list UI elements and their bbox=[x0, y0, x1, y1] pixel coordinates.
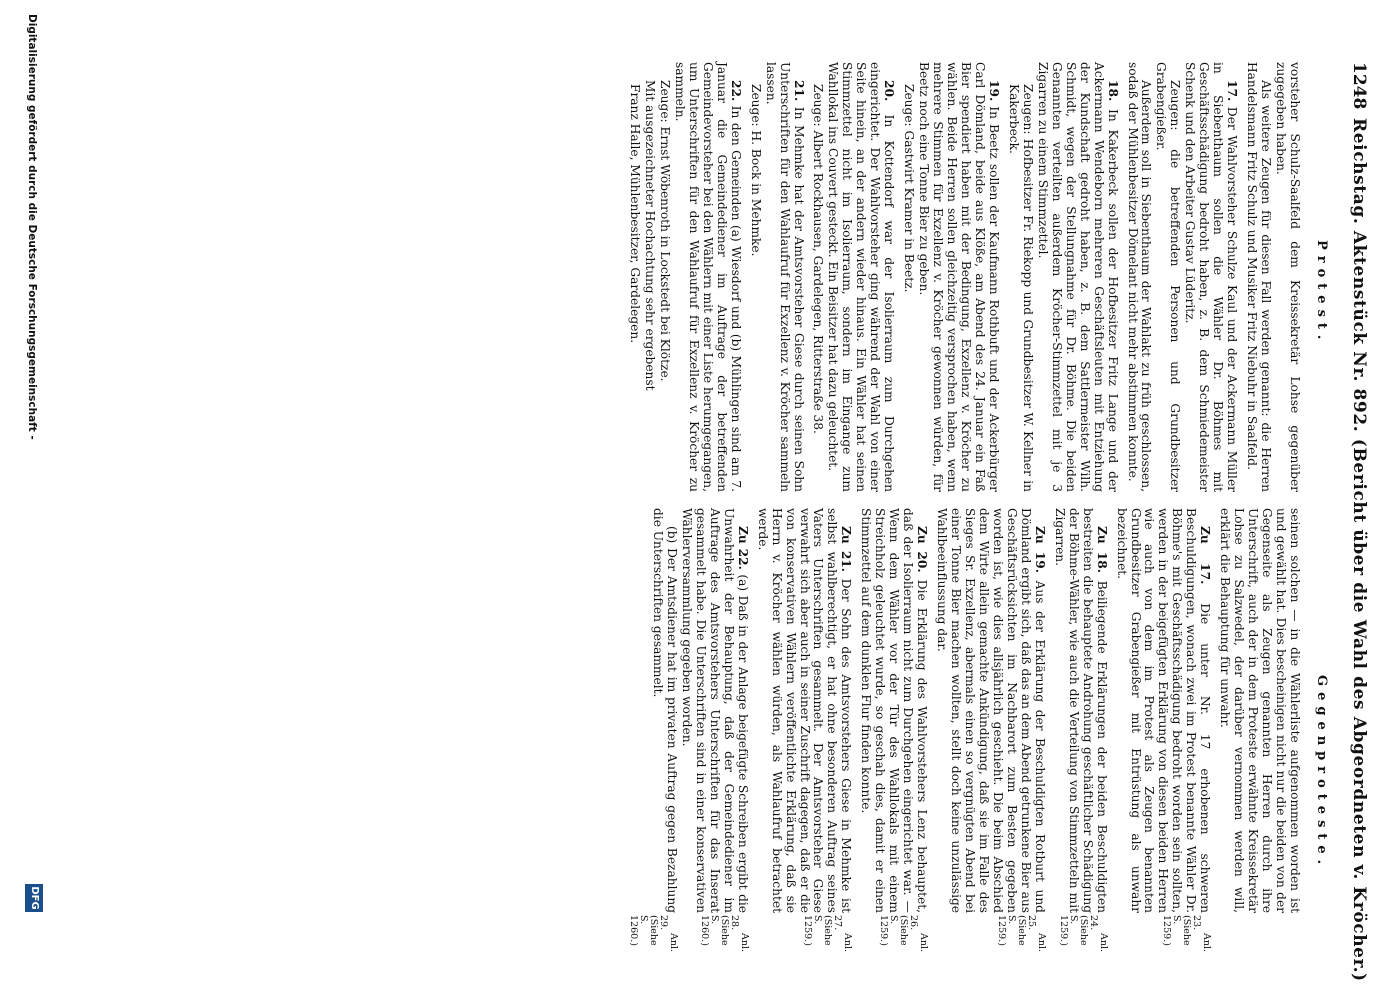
left-column-paragraph bbox=[1244, 62, 1272, 492]
paragraph-number: Zu 22. bbox=[735, 526, 750, 570]
paragraph-text: Zeugen: die betreffenden Personen und Grundbesitzer Grabengießer. bbox=[1154, 62, 1183, 492]
paragraph-text: vorsteher Schulz-Saalfeld dem Kreissekretär Lohse gegenüber zugegeben haben. bbox=[1274, 62, 1302, 492]
left-column-paragraph bbox=[826, 62, 896, 492]
dfg-logo: DFG bbox=[25, 884, 43, 912]
right-column-paragraph bbox=[679, 508, 750, 953]
right-column-paragraph bbox=[1114, 508, 1213, 953]
left-column bbox=[626, 62, 1301, 492]
page-header bbox=[1341, 62, 1375, 982]
paragraph-number: Zu 19. bbox=[1032, 526, 1047, 573]
paragraph-number: 18. bbox=[1105, 80, 1120, 102]
paragraph-number: 19. bbox=[986, 80, 1001, 102]
paragraph-text: Zeuge: Gastwirt Kramer in Beetz. bbox=[902, 84, 917, 293]
left-column-paragraph bbox=[1182, 62, 1238, 492]
paragraph-number: 17. bbox=[1225, 80, 1240, 102]
left-column-paragraph bbox=[1273, 62, 1301, 492]
right-column-paragraph bbox=[627, 508, 679, 953]
right-column-paragraph bbox=[934, 508, 1047, 953]
paragraph-text: Als weitere Zeugen für diesen Fall werden genannt: die Herren Handelsmann Fritz Schulz und Musiker Fritz Niebuhr in Saalfeld. bbox=[1245, 62, 1274, 492]
right-column-paragraph bbox=[1052, 508, 1109, 953]
annex-reference: Anl. 28. (Siehe S. 1260.) bbox=[698, 915, 750, 953]
paragraph-text: seinen solchen — in die Wählerliste aufgenommen worden ist und gewählt hat. Dies bescheinigen nicht nur die beiden von der Gegenseite als Zeugen genannten Herren durch ihre Unterschrift, auch der in dem Proteste erwähnte Kreissekretär Lohse zu Salzwedel, der darüber vernommen werden will, erklärt die Behauptung für unwahr. bbox=[1218, 508, 1302, 913]
left-column-paragraph bbox=[1006, 62, 1034, 492]
right-column-paragraph bbox=[1217, 508, 1301, 913]
left-column-paragraph bbox=[1125, 62, 1153, 492]
right-column-heading: Gegenproteste. bbox=[1314, 675, 1329, 871]
annex-reference: Anl. 26. (Siehe S. 1259.) bbox=[878, 915, 930, 953]
left-column-paragraph bbox=[763, 62, 805, 492]
digitization-credit: Digitalisierung gefördert durch die Deutsche Forschungsgemeinschaft - bbox=[26, 14, 38, 440]
annex-reference: Anl. 23. (Siehe S. 1259.) bbox=[1161, 915, 1213, 953]
right-column-paragraph bbox=[858, 508, 930, 953]
left-column-paragraph bbox=[672, 62, 742, 492]
paragraph-text: Der Sohn des Amtsvorstehers Giese in Mehmke ist selbst wahlberechtigt, er hat ohne besonderen Auftrag seines Vaters Unterschriften gesammelt. Der Amtsvorsteher Giese verwahrt sich aber auch in seiner Zuschrift dagegen, daß er die von konservativen Wählern veröffentlichte Erklärung, daß sie Herrn v. Kröcher wählen würden, als Wahlaufruf betrachtet werde. bbox=[755, 508, 854, 913]
page-number: 1248 bbox=[1349, 62, 1369, 110]
paragraph-text: Beiliegende Erklärungen der beiden Beschuldigten bestreiten die behauptete Androhung geschäftlicher Schädigung der Böhme-Wähler, wie auch die Verteilung von Stimmzetteln mit Zigarren. bbox=[1052, 508, 1109, 913]
paragraph-number: 21. bbox=[791, 80, 806, 102]
paragraph-number: Zu 21. bbox=[839, 526, 854, 573]
left-column-paragraph bbox=[916, 62, 1000, 492]
paragraph-text: Zeuge: Ernst Wöbenroth in Lockstedt bei Klötze. bbox=[657, 80, 672, 382]
left-column-paragraph bbox=[627, 62, 641, 492]
paragraph-text: Der Wahlvorsteher Schulze Kaul und der Ackermann Müller in Siebenthaum sollen die Wähler Dr. Böhmes mit Geschäftsschädigung bedroht haben, z. B. dem Schmiedemeister Schenk und den Arbeiter Gustav Lüderitz. bbox=[1183, 62, 1240, 492]
paragraph-text: In Mehmke hat der Amtsvorsteher Giese durch seinen Sohn Unterschriften für den Wahlaufruf für Exzellenz v. Kröcher sammeln lassen. bbox=[763, 62, 806, 492]
paragraph-text: In den Gemeinden (a) Wiesdorf und (b) Mühlingen sind am 7. Januar die Gemeindediener im Auftrage der betreffenden Gemeindevorsteher bei den Wählern mit einer Liste herumgegangen, um Unterschriften für den Wahlaufruf für Exzellenz v. Kröcher zu sammeln. bbox=[672, 62, 743, 493]
paragraph-text: Außerdem soll in Siebenthaum der Wahlakt zu früh geschlossen, sodaß der Mühlenbesitzer Dömelant nicht mehr abstimmen konnte. bbox=[1125, 62, 1154, 492]
paragraph-text: Die unter Nr. 17 erhobenen schweren Beschuldigungen, wonach zwei im Protest benannte Wähler Dr. Böhme's mit Geschäftsschädigung bedroht worden sein sollten, werden in der beigefügten Erklärung von diesen beiden Herren wie auch von dem im Protest als Zeugen benannten Grundbesitzer Grabengießer mit Entrüstung als unwahr bezeichnet. bbox=[1114, 508, 1213, 913]
paragraph-number: 22. bbox=[728, 80, 743, 102]
annex-reference: Anl. 27. (Siehe S. 1259.) bbox=[802, 915, 854, 953]
annex-reference: Anl. 24. (Siehe S. 1259.) bbox=[1057, 915, 1109, 953]
paragraph-text: In Kottendorf war der Isolierraum zum Durchgehen eingerichtet. Der Wahlvorsteher ging während der Wahl von einer Seite hinein, an der andern wieder hinaus. Ein Wähler hat seinen Stimmzettel nicht im Isolierraum, sondern im Eingange zum Wahllokal ins Couvert gesteckt. Ein Beisitzer hat dazu geleuchtet. bbox=[826, 62, 897, 492]
left-column-paragraph bbox=[642, 62, 656, 492]
paragraph-text: Mit ausgezeichneter Hochachtung sehr ergebenst bbox=[643, 80, 658, 391]
paragraph-text: (b) Der Amtsdiener hat im privaten Auftrag gegen Bezahlung die Unterschriften gesammelt. bbox=[651, 508, 679, 913]
paragraph-text: In Kakerbeck sollen der Hofbesitzer Fritz Lange und der Ackermann Wendeborn mehreren Geschäftsleuten mit Entziehung der Kundschaft gedroht haben, z. B. dem Sattlermeister Wilh. Schmidt, wegen der Stellungnahme für Dr. Böhme. Die beiden Genannten verteilten außerdem Kröcher-Stimmzettel mit je 3 Zigarren zu einem Stimmzettel. bbox=[1035, 62, 1120, 493]
paragraph-text: Franz Halle, Mühlenbesitzer, Gardelegen. bbox=[628, 84, 643, 344]
paragraph-text: (a) Daß in der Anlage beigefügte Schreiben ergibt die Unwahrheit der Behauptung, daß der Gemeindediener im Auftrage des Amtsvorstehers Unterschriften für das Inserat gesammelt habe. Die Unterschriften sind in einer konservativen Wählerversammlung gegeben worden. bbox=[679, 508, 750, 913]
paragraph-text: In Beetz sollen der Kaufmann Rothbuft und der Ackerbürger Carl Dömland, beide aus Klöße, am Abend des 24. Januar ein Faß Bier spendiert haben mit der Bedingung, Exzellenz v. Kröcher zu wählen. Beide Herren sollen gleichzeitig versprochen haben, wenn mehrere Stimmen für Exzellenz v. Kröcher gewonnen würden, für Beetz noch eine Tonne Bier zu geben. bbox=[917, 62, 1001, 492]
paragraph-text: Aus der Erklärung der Beschuldigten Rotburt und Dömland ergibt sich, daß das an dem Abend getrunkene Bier aus Geschäftsrücksichten im Nachbarort zum Besten gegeben worden ist, wie dies allsjährlich geschieht. Die beim Abschied dem Wirte allein gemachte Ankündigung, daß sie im Falle des Sieges Sr. Exzellenz, abermals einen so vergnügten Abend bei einer Tonne Bier machen wollten, stellt doch keine unzulässige Wahlbeeinflussung dar. bbox=[935, 508, 1047, 913]
paragraph-number: Zu 18. bbox=[1094, 526, 1109, 574]
paragraph-number: 20. bbox=[882, 80, 897, 102]
right-column-paragraph bbox=[755, 508, 854, 953]
left-column-paragraph bbox=[657, 62, 671, 492]
paragraph-text: Zeuge: H. Bock in Mehmke. bbox=[748, 84, 763, 257]
left-column-paragraph bbox=[1153, 62, 1181, 492]
left-column-paragraph bbox=[811, 62, 825, 492]
left-column-heading: Protest. bbox=[1314, 240, 1329, 346]
right-column bbox=[627, 508, 1302, 953]
paragraph-text: Zeugen: Hofbesitzer Fr. Riekopp und Grundbesitzer W. Kellner in Kakerbeck. bbox=[1006, 84, 1035, 492]
left-column-paragraph bbox=[1035, 62, 1119, 492]
paragraph-number: Zu 20. bbox=[915, 526, 930, 573]
left-column-paragraph bbox=[748, 62, 762, 492]
annex-reference: Anl. 25. (Siehe S. 1259.) bbox=[995, 915, 1047, 953]
paragraph-text: Die Erklärung des Wahlvorstehers Lenz behauptet, daß der Isolierraum nicht zum Durchgehen eingerichtet war. — Wenn dem Wähler vor der Tür des Wahllokals mit einem Streichholz geleuchtet wurde, so geschah dies, damit er einen Stimmzettel auf dem dunklen Flur finden konnte. bbox=[859, 508, 930, 913]
left-column-paragraph bbox=[901, 62, 915, 492]
page-title: Reichstag. Aktenstück Nr. 892. (Bericht über die Wahl des Abgeordneten v. Kröcher.) bbox=[1349, 118, 1369, 982]
paragraph-number: Zu 17. bbox=[1198, 526, 1213, 585]
paragraph-text: Zeuge: Albert Rockhausen, Gardelegen, Ritterstraße 38. bbox=[811, 84, 826, 434]
annex-reference: Anl. 29. (Siehe S. 1260.) bbox=[627, 915, 679, 953]
